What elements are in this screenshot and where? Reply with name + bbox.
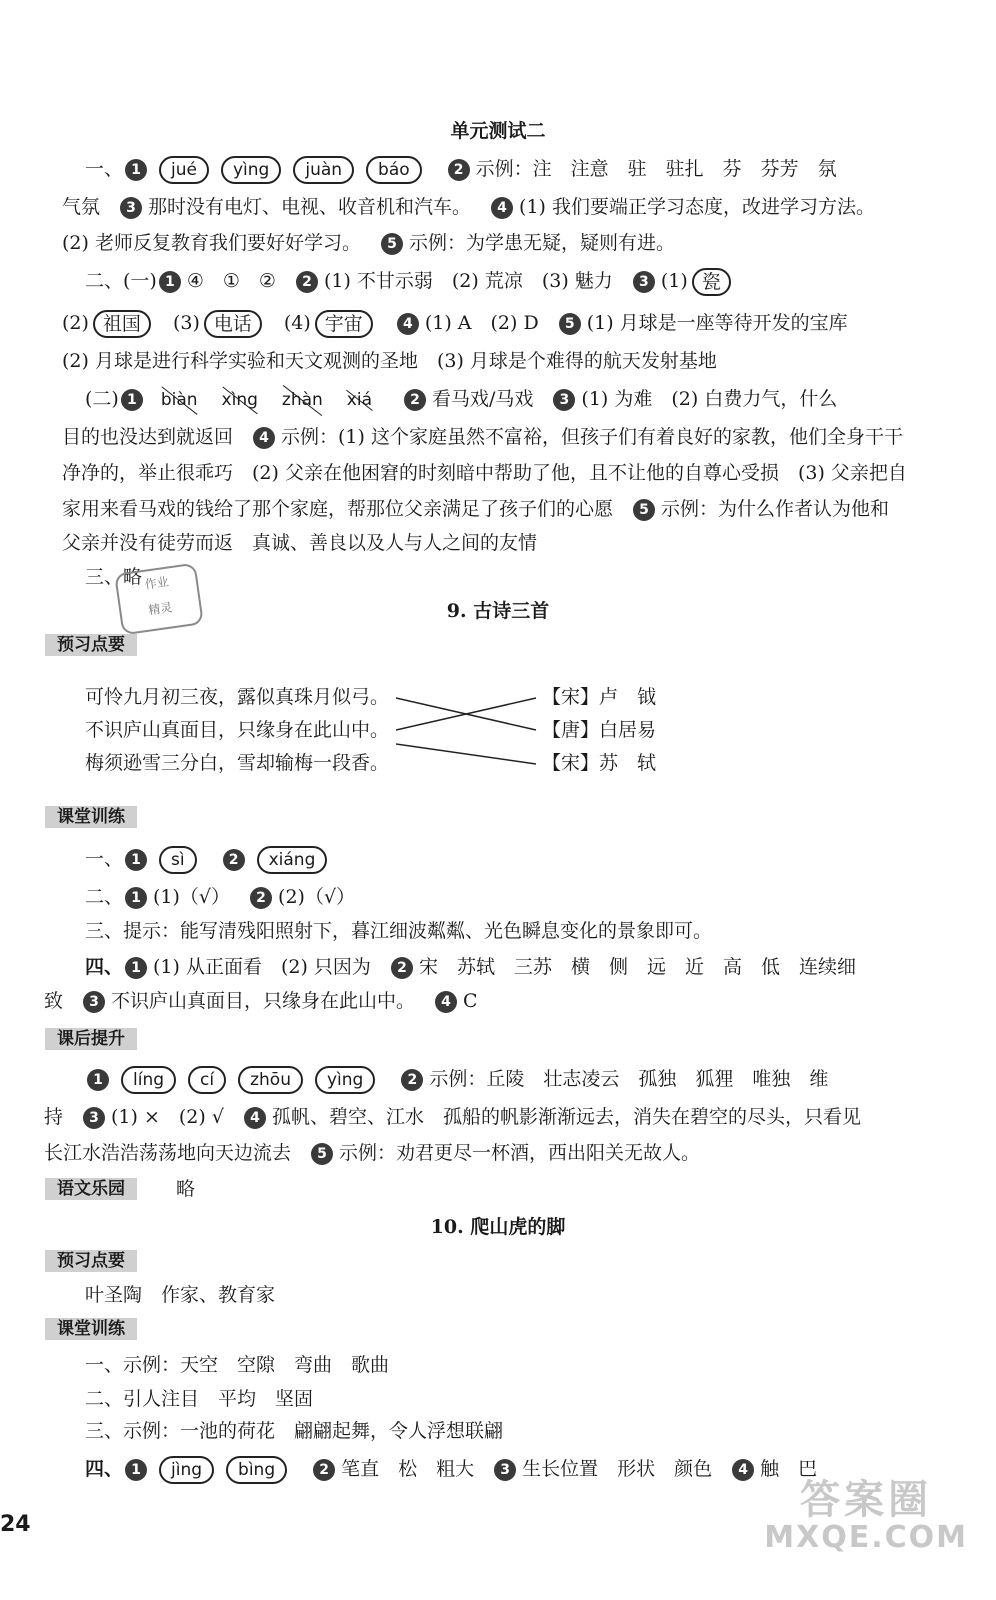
q-badge-2: 2 [313,1459,335,1481]
part2b-line1 [85,386,837,413]
stamp-text: 作业 [143,574,170,592]
part1-line2 [62,194,875,220]
answer-text: (1) 不甘示弱 (2) 荒凉 (3) 魅力 [323,270,613,292]
class-line1 [85,846,333,874]
q-badge-2: 2 [404,389,426,411]
part2a-line3 [62,348,717,374]
q-badge-4: 4 [244,1107,266,1129]
answer-text: (1) [660,270,688,292]
lesson10-title: 10. 爬山虎的脚 [430,1216,566,1238]
answer-text: (1) A (2) D [424,312,539,334]
answer-text: 示例：为什么作者认为他和 [661,498,890,520]
part1-prefix: 一、 [85,158,124,180]
q-badge-3: 3 [553,389,575,411]
class-line4 [85,1456,817,1484]
q-badge-3: 3 [494,1459,516,1481]
watermark-logo [764,1478,968,1554]
answer-text: (2) 月球是进行科学实验和天文观测的圣地 (3) 月球是个难得的航天发射基地 [62,350,717,372]
q-badge-5: 5 [311,1143,333,1165]
answer-text: ④ ① ② [186,270,276,292]
pinyin-answer: líng [121,1066,176,1094]
q-badge-3: 3 [633,271,655,293]
class-line2: 二、引人注目 平均 坚固 [85,1388,314,1410]
q-badge-1: 1 [121,389,143,411]
answer-text: (1)（√） [153,886,231,908]
answer-text: 示例：为学患无疑，疑则有进。 [408,232,675,254]
author-label: 【宋】苏 轼 [542,752,657,774]
poem-line: 不识庐山真面目，只缘身在此山中。 [85,719,390,741]
pinyin-answer: cí [188,1066,226,1094]
after-line1 [85,1066,828,1094]
section-heading-preview: 预习点要 [45,1250,137,1272]
part1-line1 [85,156,837,184]
after-line3 [44,1140,700,1166]
q-badge-2: 2 [448,159,470,181]
part2b-line3 [62,460,907,486]
q-badge-1: 1 [125,159,147,181]
author-label: 【唐】白居易 [542,719,657,741]
answer-text: (2) 老师反复教育我们要好好学习。 [62,232,361,254]
answer-text: (3) [172,312,200,334]
q-badge-4: 4 [491,197,513,219]
part2b-line2 [62,424,903,450]
class-line5 [44,988,478,1014]
q-badge-2: 2 [391,957,413,979]
answer-text: 不识庐山真面目，只缘身在此山中。 [111,990,416,1012]
answer-text: 看马戏/马戏 [432,388,534,410]
answer-text: (2)（√） [278,886,356,908]
q-badge-1: 1 [125,849,147,871]
pinyin-answer: báo [366,156,422,184]
q-badge-3: 3 [120,197,142,219]
pinyin-answer: juàn [293,156,354,184]
garden-text: 略 [176,1178,196,1200]
watermark-url: MXQE.COM [764,1520,968,1555]
unit-test-title: 单元测试二 [450,120,546,142]
answer-text: (1) 从正面看 (2) 只因为 [153,956,371,978]
answer-text: 触 巴 [760,1458,818,1480]
q-badge-1: 1 [159,271,181,293]
answer-text: 父亲并没有徒劳而返 真诚、善良以及人与人之间的友情 [62,532,538,554]
watermark-text: 答案圈 [800,1477,933,1523]
part2a-line1 [85,268,735,296]
q-badge-5: 5 [381,233,403,255]
part3-line: 三、略 [85,566,143,588]
lesson9-title: 9. 古诗三首 [446,600,550,622]
boxed-answer: 瓷 [692,268,731,296]
after-line2 [44,1104,861,1130]
answer-text: (4) [283,312,311,334]
section-heading-preview: 预习点要 [45,634,137,656]
part1-line3 [62,230,675,256]
answer-text: 气氛 [62,196,101,218]
answer-text: 生长位置 形状 颜色 [522,1458,713,1480]
part2b-prefix: (二) [85,388,119,410]
matching-lines [396,684,546,784]
line-prefix: 四、 [85,956,124,978]
section-heading-class: 课堂训练 [45,1318,137,1340]
pinyin-answer: yìng [221,156,281,184]
answer-text: 示例：劝君更尽一杯酒，西出阳关无故人。 [339,1142,701,1164]
line-prefix: 一、 [85,848,124,870]
pinyin-answer: yìng [315,1066,375,1094]
part2a-line2 [62,310,848,338]
part2b-line5 [62,530,537,556]
answer-text: 长江水浩浩荡荡地向天边流去 [44,1142,292,1164]
poem-line: 可怜九月初三夜，露似真珠月似弓。 [85,686,390,708]
part2b-line4 [62,496,889,522]
struck-pinyin: zhàn [282,387,323,413]
answer-text: (1) 月球是一座等待开发的宝库 [586,312,848,334]
answer-text: 那时没有电灯、电视、收音机和汽车。 [148,196,472,218]
answer-text: C [463,990,478,1012]
q-badge-1: 1 [125,887,147,909]
answer-text: 示例：丘陵 壮志凌云 孤独 狐狸 唯独 维 [429,1068,829,1090]
q-badge-1: 1 [125,957,147,979]
class-line3: 三、提示：能写清残阳照射下，暮江细波粼粼、光色瞬息变化的景象即可。 [85,920,713,942]
q-badge-2: 2 [401,1069,423,1091]
answer-text: (1) 我们要端正学习态度，改进学习方法。 [519,196,875,218]
class-line3: 三、示例：一池的荷花 翩翩起舞，令人浮想联翩 [85,1420,504,1442]
boxed-answer: 宇宙 [315,310,373,338]
q-badge-4: 4 [253,427,275,449]
pinyin-answer: jìng [159,1456,214,1484]
class-line2 [85,884,355,910]
section-heading-garden: 语文乐园 [45,1178,137,1200]
struck-pinyin: xìng [222,387,258,413]
answer-text: 孤帆、碧空、江水 孤船的帆影渐渐远去，消失在碧空的尽头，只看见 [271,1106,861,1128]
answer-text: 示例：(1) 这个家庭虽然不富裕，但孩子们有着良好的家教，他们全身干干 [281,426,903,448]
answer-text: 家用来看马戏的钱给了那个家庭，帮那位父亲满足了孩子们的心愿 [62,498,614,520]
q-badge-2: 2 [223,849,245,871]
struck-pinyin: biàn [161,387,198,413]
q-badge-4: 4 [732,1459,754,1481]
boxed-answer: 祖国 [93,310,151,338]
answer-text: (1) × (2) √ [111,1106,224,1128]
q-badge-3: 3 [83,991,105,1013]
class-line1: 一、示例：天空 空隙 弯曲 歌曲 [85,1354,390,1376]
q-badge-5: 5 [633,499,655,521]
struck-pinyin: xiá [347,387,372,413]
class-line4 [85,954,856,980]
preview-text: 叶圣陶 作家、教育家 [85,1284,276,1306]
section-heading-class: 课堂训练 [45,806,137,828]
q-badge-2: 2 [296,271,318,293]
answer-text: 持 [44,1106,64,1128]
answer-text: 笔直 松 粗大 [341,1458,475,1480]
pinyin-answer: bìng [226,1456,287,1484]
stamp-text: 精灵 [147,600,174,618]
boxed-answer: 电话 [204,310,262,338]
answer-text: (1) 为难 (2) 白费力气，什么 [581,388,838,410]
line-prefix: 二、 [85,886,124,908]
answer-text: 宋 苏轼 三苏 横 侧 远 近 高 低 连续细 [418,956,856,978]
pinyin-answer: jué [159,156,209,184]
answer-text: 示例：注 注意 驻 驻扎 芬 芬芳 氛 [475,158,837,180]
answer-text: 目的也没达到就返回 [62,426,234,448]
answer-text: (2) [62,312,89,334]
answer-text: 净净的，举止很乖巧 (2) 父亲在他困窘的时刻暗中帮助了他，且不让他的自尊心受损 (3) 父亲把自 [62,462,907,484]
pinyin-answer: xiáng [257,846,328,874]
pinyin-answer: sì [159,846,197,874]
section-heading-after: 课后提升 [45,1028,137,1050]
page-number: 24 [0,1512,31,1537]
author-label: 【宋】卢 钺 [542,686,657,708]
q-badge-2: 2 [250,887,272,909]
q-badge-3: 3 [83,1107,105,1129]
q-badge-4: 4 [397,313,419,335]
line-prefix: 四、 [85,1458,124,1480]
q-badge-1: 1 [87,1069,109,1091]
q-badge-5: 5 [559,313,581,335]
poem-line: 梅须逊雪三分白，雪却输梅一段香。 [85,752,390,774]
part2a-prefix: 二、(一) [85,270,157,292]
q-badge-4: 4 [435,991,457,1013]
q-badge-1: 1 [125,1459,147,1481]
pinyin-answer: zhōu [238,1066,303,1094]
match-line [396,744,536,764]
answer-text: 致 [44,990,64,1012]
